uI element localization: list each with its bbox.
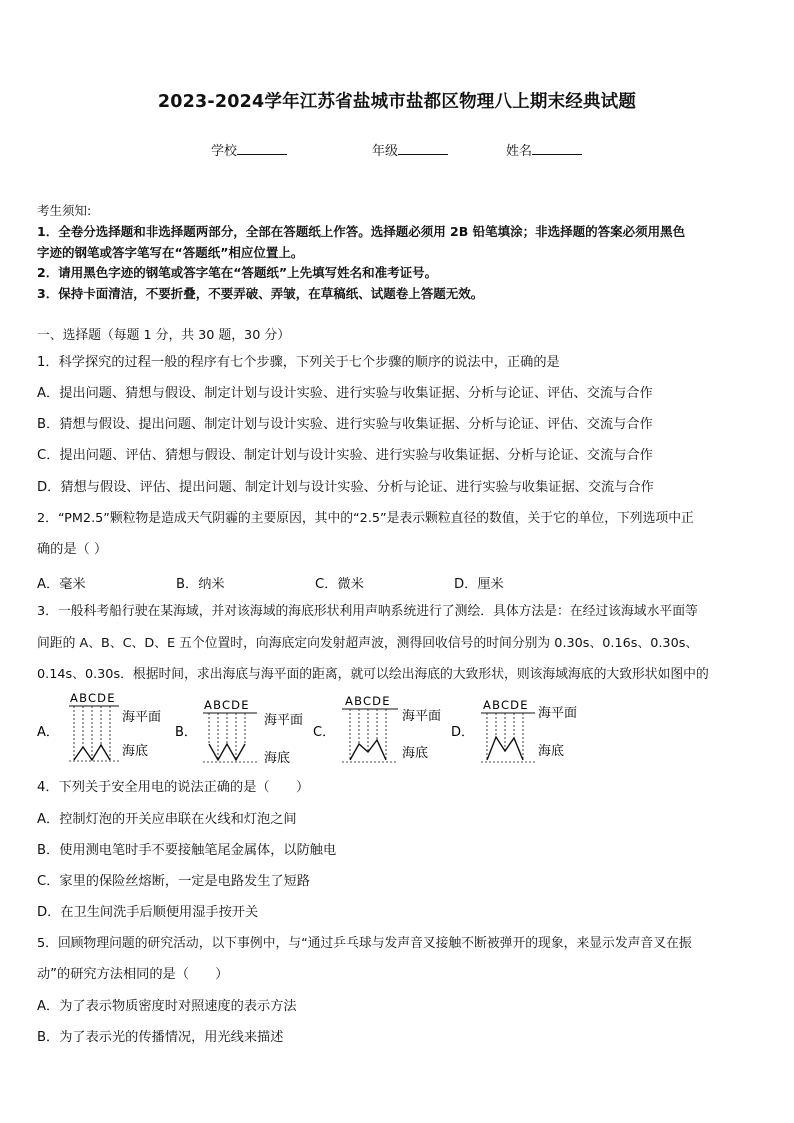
question-4-option-b: B．使用测电笔时手不要接触笔尾金属体，以防触电	[37, 843, 337, 858]
question-5-option-a: A．为了表示物质密度时对照速度的表示方法	[37, 999, 297, 1014]
notice-item: 字迹的钢笔或答字笔写在“答题纸”相应位置上。	[37, 245, 304, 260]
question-4-option-c: C．家里的保险丝熔断，一定是电路发生了短路	[37, 874, 310, 889]
seafloor-figure-a	[37, 692, 177, 776]
question-1-option-c: C．提出问题、评估、猜想与假设、制定计划与设计实验、进行实验与收集证据、分析与论证、交流与合作	[37, 448, 653, 463]
question-2-stem: 2．“PM2.5”颗粒物是造成天气阴霾的主要原因，其中的“2.5”是表示颗粒直径的数值，关于它的单位，下列选项中正	[37, 511, 694, 526]
question-5-option-b: B．为了表示光的传播情况，用光线来描述	[37, 1030, 284, 1045]
question-4-stem: 4．下列关于安全用电的说法正确的是（ ）	[37, 780, 310, 795]
seafloor-figure-d	[451, 692, 591, 776]
figure-letters: ABCDE	[70, 691, 116, 705]
sea-level-label: 海平面	[538, 706, 578, 721]
figure-option-label: C．	[313, 725, 336, 740]
question-2-option-a: A．毫米	[37, 577, 86, 592]
notice-heading: 考生须知:	[37, 203, 92, 218]
question-1-stem: 1．科学探究的过程一般的程序有七个步骤，下列关于七个步骤的顺序的说法中，正确的是	[37, 355, 560, 370]
question-5-stem: 5．回顾物理问题的研究活动，以下事例中，与“通过乒乓球与发声音叉接触不断被弹开的现象，来显示发声音叉在振	[37, 936, 692, 951]
figure-option-label: A．	[37, 725, 59, 740]
sea-level-label: 海平面	[264, 713, 304, 728]
name-blank	[532, 142, 582, 155]
sea-level-label: 海平面	[402, 709, 442, 724]
grade-blank	[398, 142, 448, 155]
notice-item: 3．保持卡面清洁，不要折叠，不要弄破、弄皱，在草稿纸、试题卷上答题无效。	[37, 286, 484, 301]
seafloor-figure-b	[175, 692, 315, 776]
figure-letters: ABCDE	[204, 698, 250, 712]
question-3-stem-cont: 0.14s、0.30s．根据时间，求出海底与海平面的距离，就可以绘出海底的大致形状，则该海域海底的大致形状如图中的	[37, 667, 709, 682]
sea-floor-label: 海底	[538, 744, 565, 759]
question-5-stem-cont: 动”的研究方法相同的是（ ）	[37, 967, 229, 982]
grade-field	[372, 140, 448, 159]
notice-item: 2．请用黑色字迹的钢笔或答字笔在“答题纸”上先填写姓名和准考证号。	[37, 265, 438, 280]
question-3-stem: 3．一般科考船行驶在某海域，并对该海域的海底形状利用声呐系统进行了测绘．具体方法是：在经过该海域水平面等	[37, 604, 698, 619]
name-field	[506, 140, 582, 159]
question-4-option-a: A．控制灯泡的开关应串联在火线和灯泡之间	[37, 812, 297, 827]
name-label: 姓名	[506, 144, 533, 159]
sea-floor-label: 海底	[264, 751, 291, 766]
notice-item: 1．全卷分选择题和非选择题两部分，全部在答题纸上作答。选择题必须用 2B 铅笔填涂；非选择题的答案必须用黑色	[37, 224, 686, 239]
sea-floor-label: 海底	[122, 744, 149, 759]
question-2-stem-cont: 确的是（ ）	[37, 542, 108, 557]
sea-level-label: 海平面	[122, 710, 162, 725]
question-3-stem-cont: 间距的 A、B、C、D、E 五个位置时，向海底定向发射超声波，测得回收信号的时间分别为 0.30s、0.16s、0.30s、	[37, 636, 699, 651]
grade-label: 年级	[372, 144, 399, 159]
question-2-option-b: B．纳米	[176, 577, 225, 592]
page-title: 2023-2024学年江苏省盐城市盐都区物理八上期末经典试题	[157, 92, 637, 112]
figure-letters: ABCDE	[483, 698, 529, 712]
school-label: 学校	[211, 144, 238, 159]
school-field	[211, 140, 287, 159]
question-2-option-c: C．微米	[315, 577, 364, 592]
question-1-option-b: B．猜想与假设、提出问题、制定计划与设计实验、进行实验与收集证据、分析与论证、评估、交流与合作	[37, 417, 653, 432]
sea-floor-label: 海底	[402, 746, 429, 761]
seafloor-figure-c	[313, 692, 453, 776]
question-2-option-d: D．厘米	[454, 577, 504, 592]
figure-letters: ABCDE	[345, 694, 391, 708]
question-1-option-a: A．提出问题、猜想与假设、制定计划与设计实验、进行实验与收集证据、分析与论证、评估、交流与合作	[37, 386, 653, 401]
question-1-option-d: D．猜想与假设、评估、提出问题、制定计划与设计实验、分析与论证、进行实验与收集证据、交流与合作	[37, 480, 654, 495]
question-4-option-d: D．在卫生间洗手后顺便用湿手按开关	[37, 905, 259, 920]
figure-option-label: B．	[175, 725, 197, 740]
section-heading: 一、选择题（每题 1 分，共 30 题，30 分）	[37, 328, 291, 343]
figure-option-label: D．	[451, 725, 475, 740]
school-blank	[237, 142, 287, 155]
